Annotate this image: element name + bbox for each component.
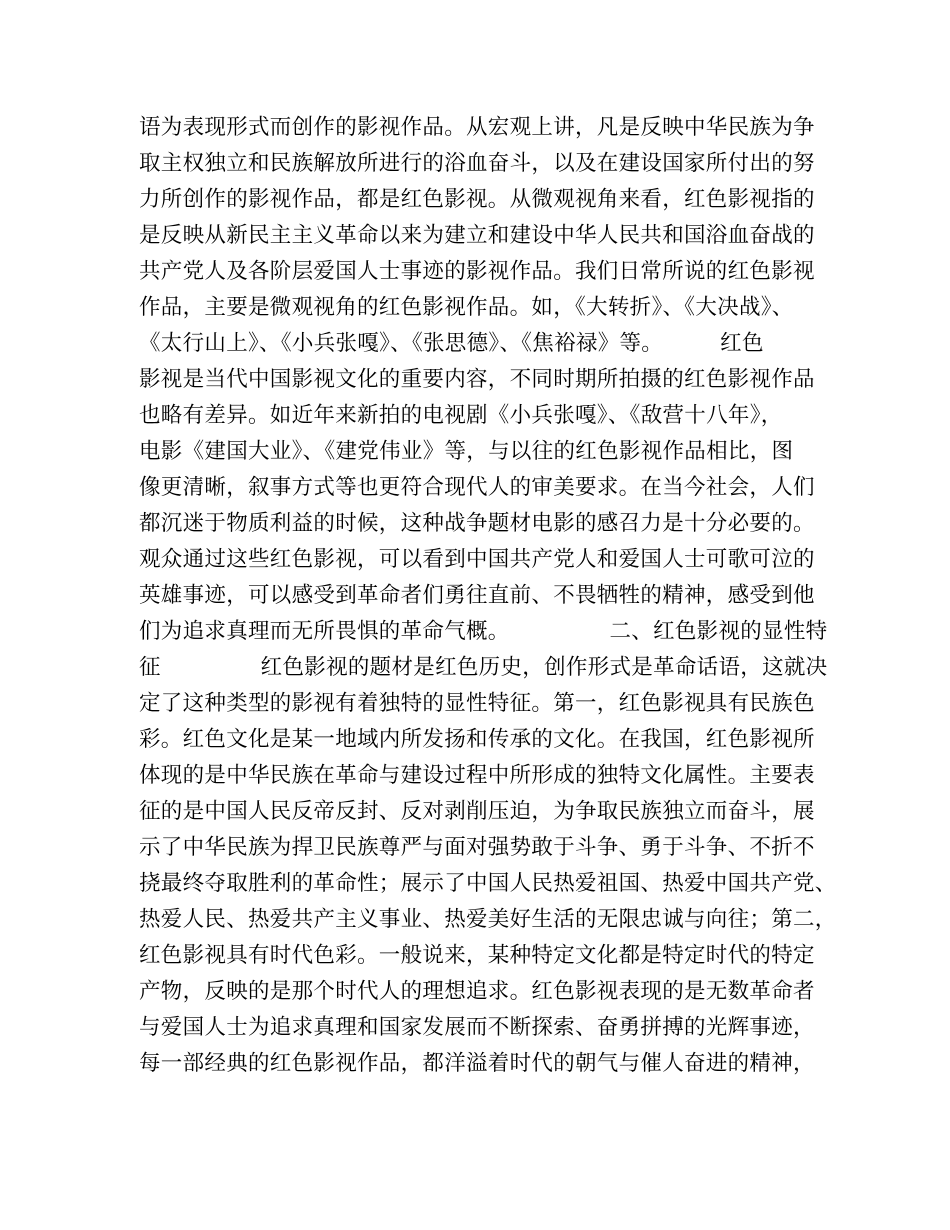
text-line: 都沉迷于物质利益的时候，这种战争题材电影的感召力是十分必要的。 xyxy=(139,511,815,536)
text-line: 挠最终夺取胜利的革命性；展示了中国人民热爱祖国、热爱中国共产党、 xyxy=(139,871,837,896)
text-line: 像更清晰，叙事方式等也更符合现代人的审美要求。在当今社会，人们 xyxy=(139,475,815,500)
text-line: 英雄事迹，可以感受到革命者们勇往直前、不畏牺牲的精神，感受到他 xyxy=(139,583,815,608)
text-line: 们为追求真理而无所畏惧的革命气概。 二、红色影视的显性特 xyxy=(139,619,828,644)
text-line: 红色影视具有时代色彩。一般说来，某种特定文化都是特定时代的特定 xyxy=(139,943,815,968)
text-line: 共产党人及各阶层爱国人士事迹的影视作品。我们日常所说的红色影视 xyxy=(139,259,815,284)
text-line: 电影《建国大业》、《建党伟业》等，与以往的红色影视作品相比，图 xyxy=(139,439,794,464)
text-line: 征的是中国人民反帝反封、反对剥削压迫，为争取民族独立而奋斗，展 xyxy=(139,799,815,824)
text-line: 与爱国人士为追求真理和国家发展而不断探索、奋勇拼搏的光辉事迹， xyxy=(139,1015,815,1040)
text-line: 定了这种类型的影视有着独特的显性特征。第一，红色影视具有民族色 xyxy=(139,691,815,716)
text-line: 产物，反映的是那个时代人的理想追求。红色影视表现的是无数革命者 xyxy=(139,979,815,1004)
text-line: 《太行山上》、《小兵张嘎》、《张思德》、《焦裕禄》等。 红色 xyxy=(139,331,764,356)
text-line: 语为表现形式而创作的影视作品。从宏观上讲，凡是反映中华民族为争 xyxy=(139,115,815,140)
text-line: 体现的是中华民族在革命与建设过程中所形成的独特文化属性。主要表 xyxy=(139,763,815,788)
text-line: 彩。红色文化是某一地域内所发扬和传承的文化。在我国，红色影视所 xyxy=(139,727,815,752)
text-line: 作品，主要是微观视角的红色影视作品。如，《大转折》、《大决战》、 xyxy=(139,295,794,320)
text-line: 也略有差异。如近年来新拍的电视剧《小兵张嘎》、《敌营十八年》， xyxy=(139,403,783,428)
text-line: 每一部经典的红色影视作品，都洋溢着时代的朝气与催人奋进的精神， xyxy=(139,1051,815,1076)
text-line: 取主权独立和民族解放所进行的浴血奋斗，以及在建设国家所付出的努 xyxy=(139,151,815,176)
text-line: 示了中华民族为捍卫民族尊严与面对强势敢于斗争、勇于斗争、不折不 xyxy=(139,835,815,860)
text-line: 热爱人民、热爱共产主义事业、热爱美好生活的无限忠诚与向往；第二， xyxy=(139,907,837,932)
text-line: 影视是当代中国影视文化的重要内容，不同时期所拍摄的红色影视作品 xyxy=(139,367,815,392)
text-line: 征 红色影视的题材是红色历史，创作形式是革命话语，这就决 xyxy=(139,655,828,680)
text-line: 力所创作的影视作品，都是红色影视。从微观视角来看，红色影视指的 xyxy=(139,187,815,212)
text-line: 观众通过这些红色影视，可以看到中国共产党人和爱国人士可歌可泣的 xyxy=(139,547,815,572)
body-text xyxy=(139,110,839,1082)
text-line: 是反映从新民主主义革命以来为建立和建设中华人民共和国浴血奋战的 xyxy=(139,223,815,248)
